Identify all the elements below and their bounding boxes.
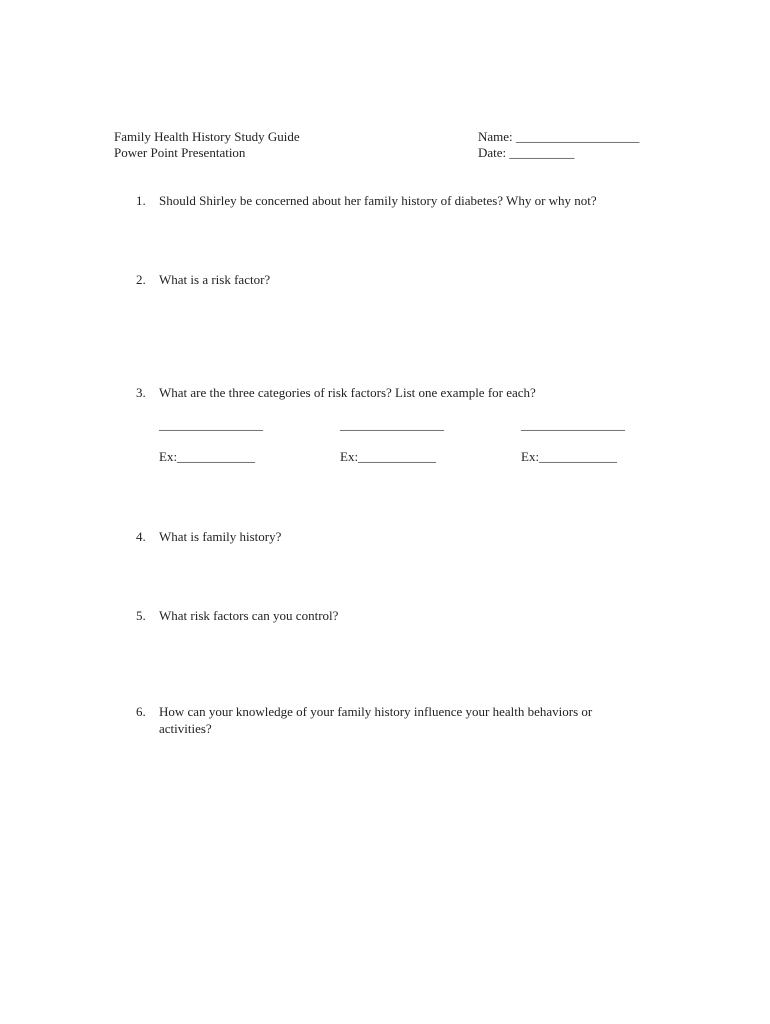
question-number: 3. [136,385,146,400]
question-text-continued: activities? [159,721,212,736]
name-field: Name: ___________________ [478,129,640,144]
question-text: What are the three categories of risk factors? List one example for each? [159,385,536,400]
example-blank-3: Ex:____________ [521,449,618,464]
question-text: What is family history? [159,529,282,544]
document-title: Family Health History Study Guide [114,129,300,144]
question-number: 6. [136,704,146,719]
date-field: Date: __________ [478,145,575,160]
question-2 [0,272,770,288]
question-text: What is a risk factor? [159,272,271,287]
question-3 [0,385,770,401]
question-5 [0,608,770,624]
question-1 [0,193,770,209]
document-subtitle: Power Point Presentation [114,145,246,160]
question-number: 4. [136,529,146,544]
question-number: 2. [136,272,146,287]
question-number: 5. [136,608,146,623]
example-blank-2: Ex:____________ [340,449,437,464]
question-text: Should Shirley be concerned about her family history of diabetes? Why or why not? [159,193,597,208]
category-blank-2: ________________ [340,417,444,432]
category-blank-3: ________________ [521,417,625,432]
example-blank-1: Ex:____________ [159,449,256,464]
question-text: How can your knowledge of your family history influence your health behaviors or [159,704,593,719]
question-4 [0,529,770,545]
question-6 [0,704,770,738]
question-text: What risk factors can you control? [159,608,339,623]
category-blank-1: ________________ [159,417,263,432]
question-number: 1. [136,193,146,208]
